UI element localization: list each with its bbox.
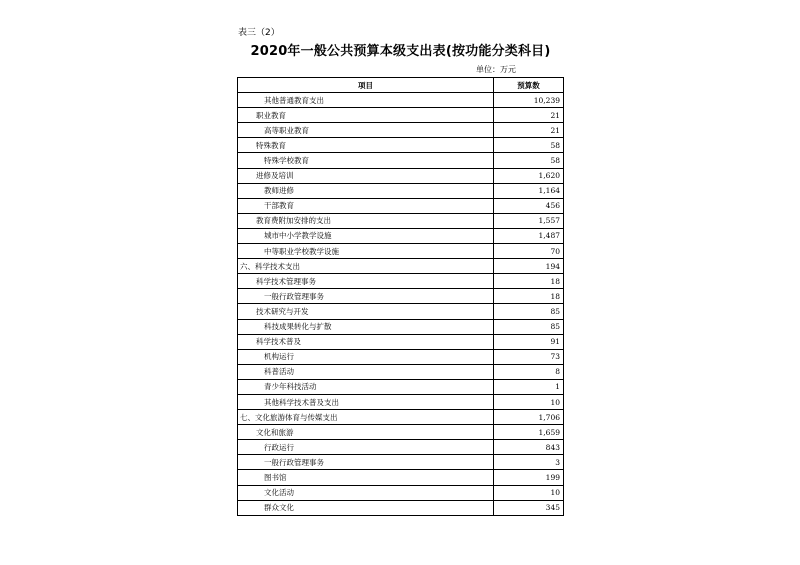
row-budget-value: 70 bbox=[494, 244, 564, 259]
page-title: 2020年一般公共预算本级支出表(按功能分类科目) bbox=[250, 44, 551, 59]
row-item-name: 青少年科技活动 bbox=[238, 379, 494, 394]
row-item-name: 职业教育 bbox=[238, 108, 494, 123]
table-label: 表三（2） bbox=[238, 28, 280, 38]
row-budget-value: 1,706 bbox=[494, 410, 564, 425]
table-body bbox=[238, 93, 564, 516]
row-item-name: 其他科学技术普及支出 bbox=[238, 394, 494, 409]
table-row bbox=[238, 425, 564, 440]
row-budget-value: 1,659 bbox=[494, 425, 564, 440]
header-budget: 预算数 bbox=[494, 78, 564, 93]
row-item-name: 干部教育 bbox=[238, 198, 494, 213]
table-row bbox=[238, 183, 564, 198]
table-row bbox=[238, 244, 564, 259]
row-item-name: 行政运行 bbox=[238, 440, 494, 455]
table-header-row bbox=[238, 78, 564, 93]
row-item-name: 六、科学技术支出 bbox=[238, 259, 494, 274]
row-budget-value: 345 bbox=[494, 500, 564, 515]
table-row bbox=[238, 379, 564, 394]
row-item-name: 一般行政管理事务 bbox=[238, 289, 494, 304]
budget-table bbox=[237, 77, 564, 516]
row-budget-value: 18 bbox=[494, 289, 564, 304]
row-budget-value: 21 bbox=[494, 108, 564, 123]
row-item-name: 其他普通教育支出 bbox=[238, 93, 494, 108]
table-row bbox=[238, 274, 564, 289]
unit-label: 单位：万元 bbox=[476, 65, 516, 74]
table-row bbox=[238, 394, 564, 409]
row-budget-value: 1 bbox=[494, 379, 564, 394]
row-item-name: 文化和旅游 bbox=[238, 425, 494, 440]
row-item-name: 科技成果转化与扩散 bbox=[238, 319, 494, 334]
table-row bbox=[238, 138, 564, 153]
row-budget-value: 199 bbox=[494, 470, 564, 485]
row-item-name: 教师进修 bbox=[238, 183, 494, 198]
table-row bbox=[238, 455, 564, 470]
row-budget-value: 1,557 bbox=[494, 213, 564, 228]
row-item-name: 中等职业学校教学设施 bbox=[238, 244, 494, 259]
row-item-name: 科学技术管理事务 bbox=[238, 274, 494, 289]
row-budget-value: 456 bbox=[494, 198, 564, 213]
table-row bbox=[238, 364, 564, 379]
table-row bbox=[238, 153, 564, 168]
row-item-name: 技术研究与开发 bbox=[238, 304, 494, 319]
table-row bbox=[238, 410, 564, 425]
row-budget-value: 1,620 bbox=[494, 168, 564, 183]
table-row bbox=[238, 108, 564, 123]
row-item-name: 机构运行 bbox=[238, 349, 494, 364]
table-row bbox=[238, 168, 564, 183]
table-row bbox=[238, 349, 564, 364]
row-item-name: 特殊学校教育 bbox=[238, 153, 494, 168]
table-row bbox=[238, 289, 564, 304]
row-item-name: 一般行政管理事务 bbox=[238, 455, 494, 470]
row-item-name: 科普活动 bbox=[238, 364, 494, 379]
row-budget-value: 10,239 bbox=[494, 93, 564, 108]
row-item-name: 特殊教育 bbox=[238, 138, 494, 153]
row-budget-value: 1,487 bbox=[494, 228, 564, 243]
row-item-name: 文化活动 bbox=[238, 485, 494, 500]
header-item: 项目 bbox=[238, 78, 494, 93]
row-budget-value: 10 bbox=[494, 394, 564, 409]
table-row bbox=[238, 198, 564, 213]
row-budget-value: 58 bbox=[494, 153, 564, 168]
row-budget-value: 10 bbox=[494, 485, 564, 500]
row-budget-value: 843 bbox=[494, 440, 564, 455]
row-budget-value: 1,164 bbox=[494, 183, 564, 198]
row-item-name: 进修及培训 bbox=[238, 168, 494, 183]
row-budget-value: 8 bbox=[494, 364, 564, 379]
table-row bbox=[238, 440, 564, 455]
row-item-name: 图书馆 bbox=[238, 470, 494, 485]
row-item-name: 七、文化旅游体育与传媒支出 bbox=[238, 410, 494, 425]
row-budget-value: 18 bbox=[494, 274, 564, 289]
table-row bbox=[238, 228, 564, 243]
row-item-name: 高等职业教育 bbox=[238, 123, 494, 138]
table-row bbox=[238, 485, 564, 500]
table-row bbox=[238, 123, 564, 138]
row-budget-value: 21 bbox=[494, 123, 564, 138]
row-item-name: 科学技术普及 bbox=[238, 334, 494, 349]
row-budget-value: 85 bbox=[494, 304, 564, 319]
table-row bbox=[238, 93, 564, 108]
row-budget-value: 91 bbox=[494, 334, 564, 349]
table-row bbox=[238, 304, 564, 319]
row-budget-value: 194 bbox=[494, 259, 564, 274]
row-item-name: 群众文化 bbox=[238, 500, 494, 515]
row-budget-value: 85 bbox=[494, 319, 564, 334]
table-row bbox=[238, 319, 564, 334]
row-budget-value: 73 bbox=[494, 349, 564, 364]
table-row bbox=[238, 334, 564, 349]
row-budget-value: 3 bbox=[494, 455, 564, 470]
table-row bbox=[238, 500, 564, 515]
table-row bbox=[238, 259, 564, 274]
row-item-name: 城市中小学教学设施 bbox=[238, 228, 494, 243]
row-budget-value: 58 bbox=[494, 138, 564, 153]
table-row bbox=[238, 213, 564, 228]
row-item-name: 教育费附加安排的支出 bbox=[238, 213, 494, 228]
table-row bbox=[238, 470, 564, 485]
